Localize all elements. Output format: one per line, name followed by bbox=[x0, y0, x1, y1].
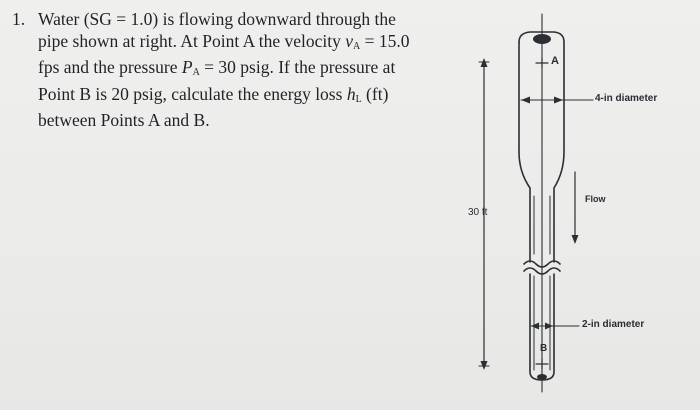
height-label: 30 ft bbox=[468, 207, 488, 218]
pipe-drawing bbox=[455, 0, 700, 410]
flow-label: Flow bbox=[585, 194, 606, 204]
point-a-label: A bbox=[551, 55, 559, 67]
pressure-subscript: A bbox=[192, 67, 200, 78]
flow-arrow-head bbox=[572, 235, 579, 244]
large-pipe-diameter-label: 4-in diameter bbox=[595, 93, 658, 104]
velocity-subscript: A bbox=[353, 40, 361, 52]
pipe-left-wall bbox=[519, 42, 530, 262]
head-loss-subscript: L bbox=[355, 93, 362, 105]
problem-line-4 bbox=[38, 84, 448, 111]
problem-line-2 bbox=[38, 31, 448, 58]
pressure-symbol: P bbox=[181, 57, 193, 77]
small-pipe-diameter-label: 2-in diameter bbox=[582, 319, 645, 330]
problem-number: 1. bbox=[12, 9, 26, 29]
head-loss-unit: (ft) bbox=[361, 83, 389, 104]
line-5-text: between Points A and B. bbox=[38, 110, 210, 130]
velocity-symbol: v bbox=[345, 30, 353, 51]
line-3-text: fps and the pressure bbox=[38, 57, 178, 77]
pipe-diagram bbox=[455, 0, 700, 410]
problem-line-5 bbox=[38, 110, 448, 132]
pipe-bottom-cap bbox=[537, 374, 547, 380]
small-diameter-arrow-right bbox=[545, 323, 553, 330]
velocity-value: = 15.0 bbox=[360, 30, 410, 51]
problem-line-3 bbox=[38, 57, 448, 84]
line-1-text: Water (SG = 1.0) is flowing downward through the bbox=[38, 9, 396, 29]
pressure-value: = 30 psig. If the pressure at bbox=[199, 57, 396, 77]
large-diameter-arrow-left bbox=[521, 97, 530, 104]
line-2-text: pipe shown at right. At Point A the velocity bbox=[38, 30, 341, 51]
point-b-label: B bbox=[540, 343, 548, 354]
problem-text bbox=[38, 9, 448, 132]
problem-line-1 bbox=[38, 9, 448, 31]
head-loss-symbol: h bbox=[346, 83, 356, 104]
large-diameter-arrow-right bbox=[554, 97, 563, 104]
line-4-text: Point B is 20 psig, calculate the energy loss bbox=[38, 83, 343, 104]
small-diameter-arrow-left bbox=[531, 323, 539, 330]
pipe-top-cap bbox=[533, 34, 551, 44]
